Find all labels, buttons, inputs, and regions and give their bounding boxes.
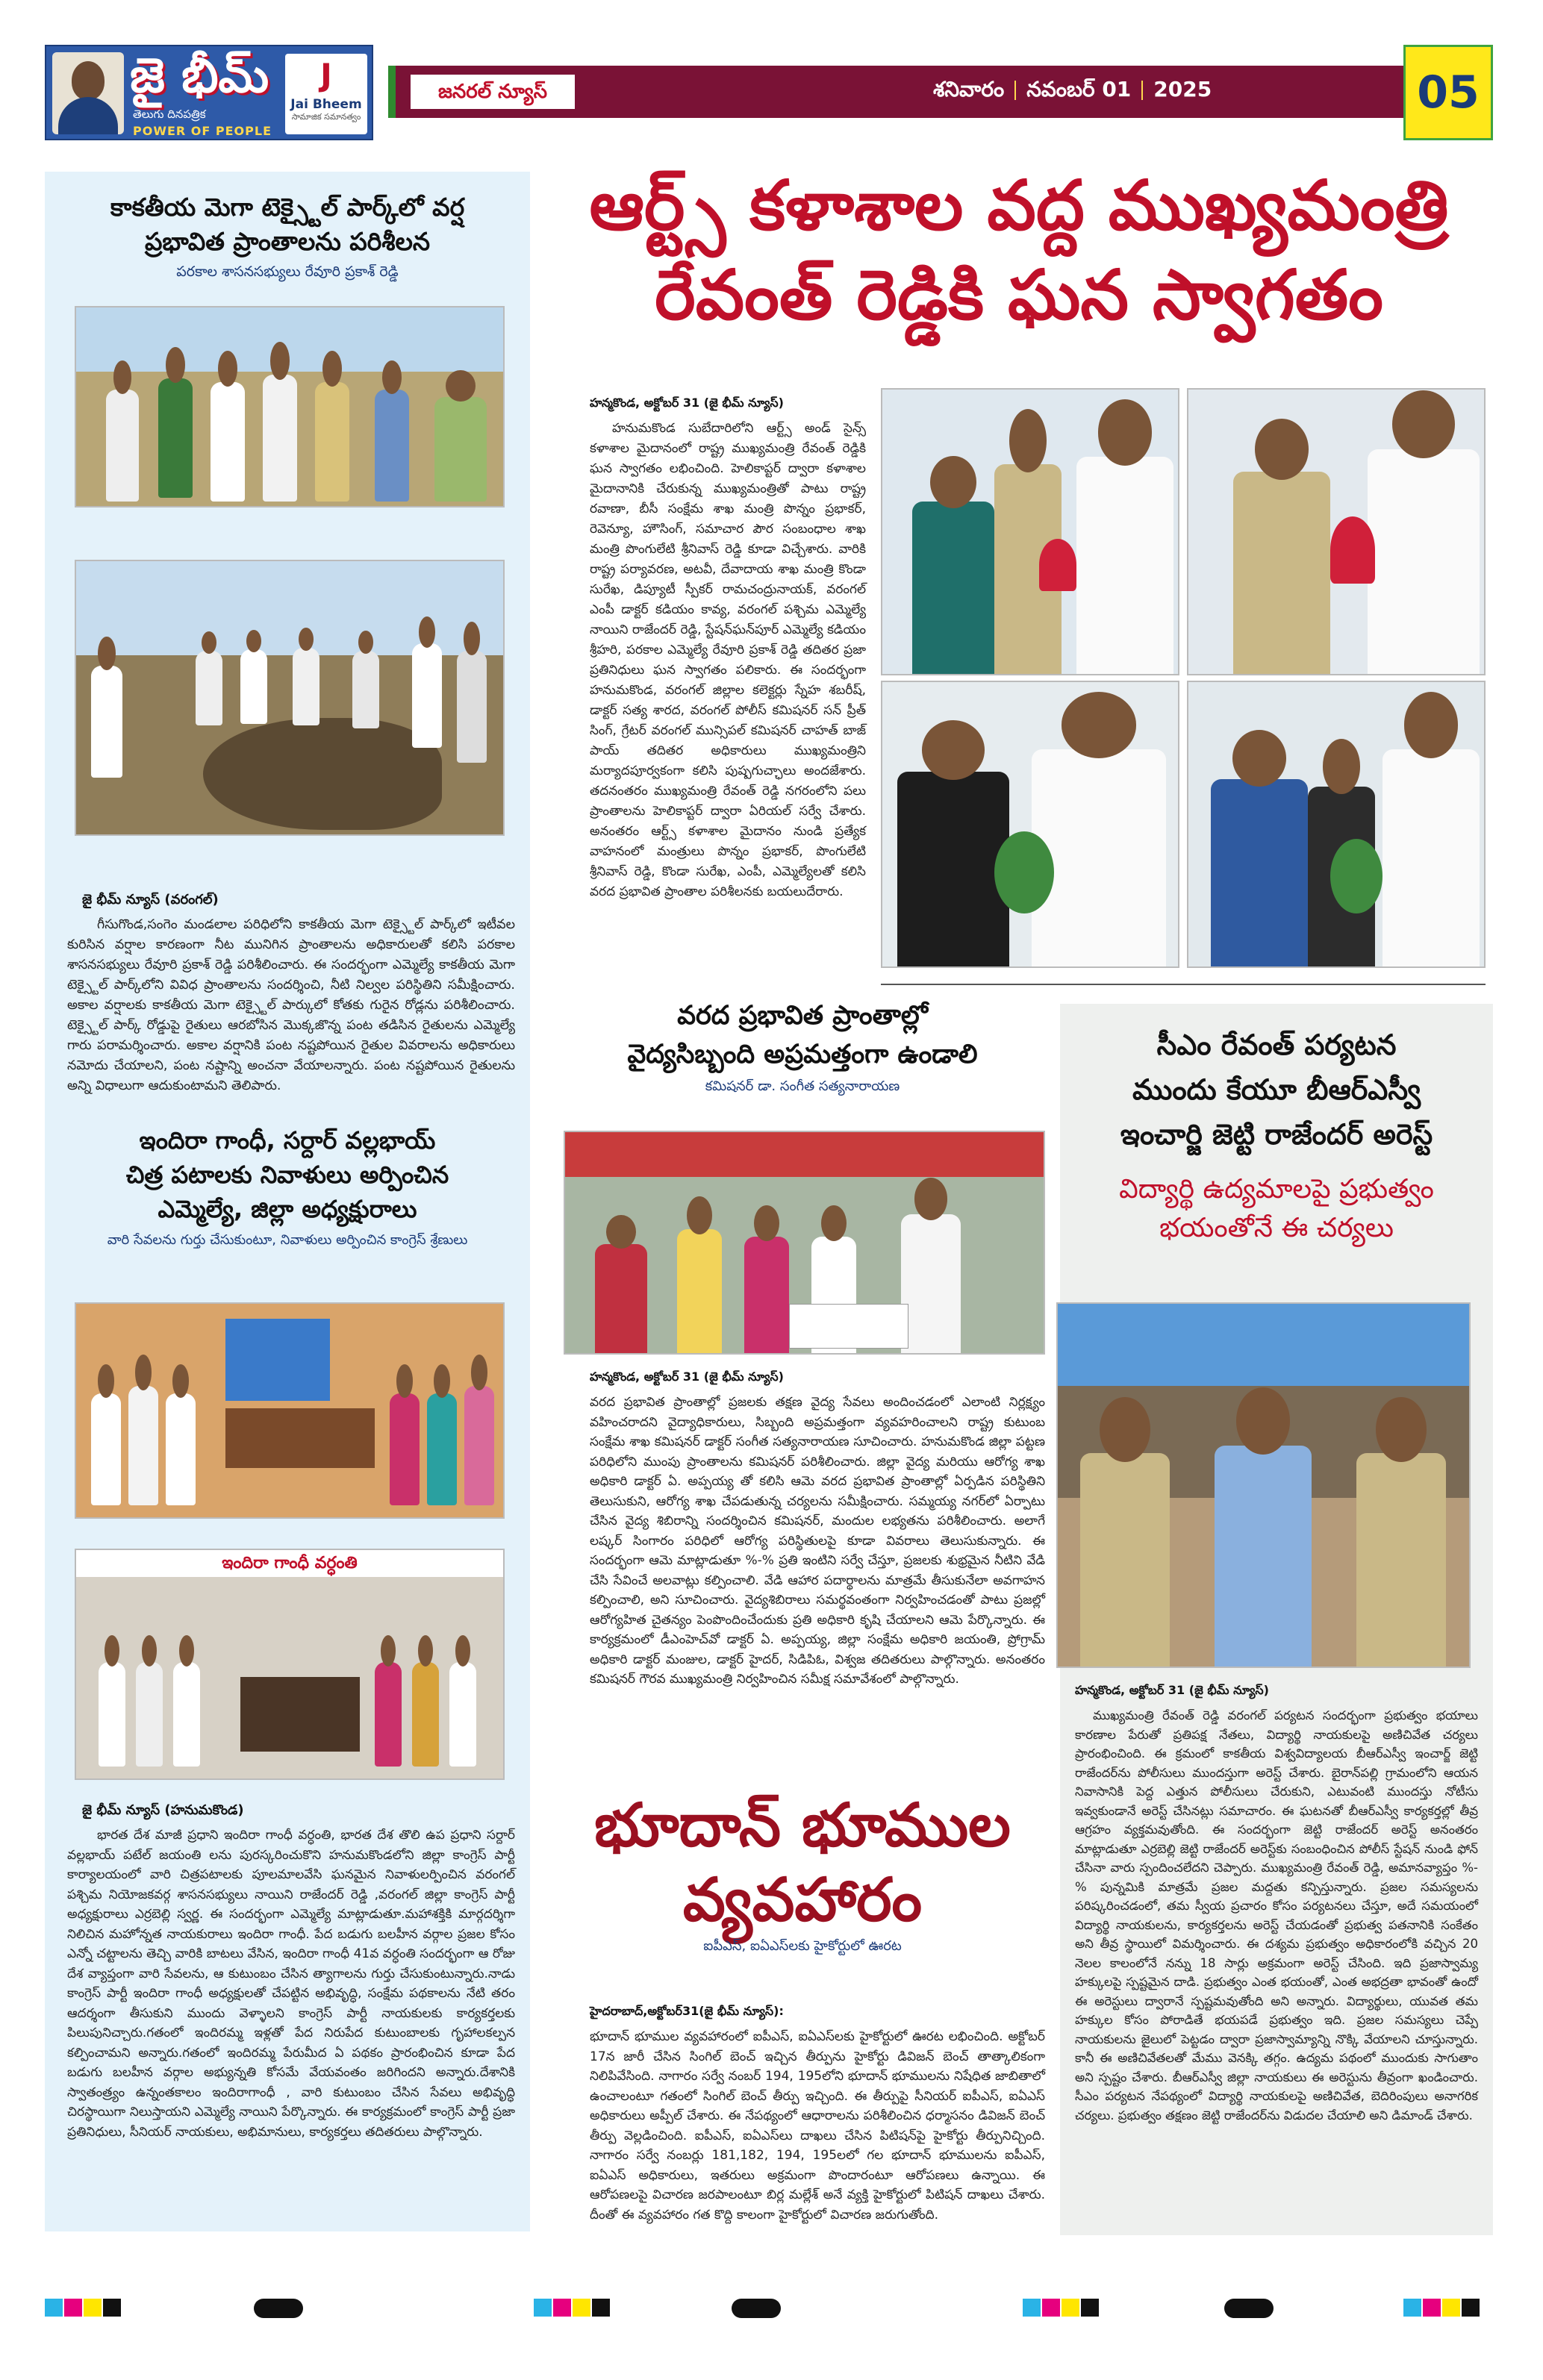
article-body: గీసుగొండ,సంగెం మండలాల పరిధిలోని కాకతీయ మెగా టెక్స్టైల్ పార్క్‌లో ఇటీవల కురిసిన వర్షాల కారణంగా నీట మునిగిన ప్రాంతాలను అధికారులతో కలిసి పరకాల శాసనసభ్యులు రేవూరి ప్రకాశ్ రెడ్డి పరిశీలించారు. ఈ సందర్భంగా ఎమ్మెల్యే కాకతీయ మెగా టెక్స్టైల్ పార్క్‌లోని వివిధ ప్రాంతాలను సందర్శించి, నీటి నిల్వల పరిస్థితిని సమీక్షించారు. అకాల వర్షాలకు కాకతీయ మెగా టెక్స్టైల్ పార్కులో కోతకు గురైన రోడ్లను పరిశీలించారు. టెక్స్టైల్ పార్క్ రోడ్డుపై రైతులు ఆరబోసిన మొక్కజొన్న పంట తడిసిన రైతులను ఎమ్మెల్యే గారు పరామర్శించారు. అకాల వర్షానికి పంట నష్టపోయిన రైతుల వివరాలను అధికారులు నమోదు చేయాలని, పంట నష్టాన్ని అంచనా వేయాలన్నారు. పంట నష్టపోయిన రైతులను అన్ని విధాలుగా ఆదుకుంటామని తెలిపారు. (67, 917, 515, 1093)
lead-story-headline (545, 160, 1493, 369)
photo-arrest (1056, 1302, 1471, 1668)
color-bar-left (45, 2299, 122, 2318)
story-bhoodan (552, 1787, 1053, 1989)
page-number: 05 (1403, 45, 1493, 140)
article-body: భూదాన్ భూముల వ్యవహారంలో ఐపీఎస్, ఐఏఎస్‌లకు హైకోర్టులో ఊరట లభించింది. అక్టోబర్ 17న జారీ చేసిన సింగిల్ బెంచ్ ఇచ్చిన తీర్పును హైకోర్టు డివిజన్ బెంచ్ తాత్కాలికంగా నిలిపివేసింది. నాగారం సర్వే నంబర్ 194, 195లోని భూదాన్ భూములను నిషేధిత జాబితాలో ఉంచాలంటూ గతంలో సింగిల్ బెంచ్ తీర్పు ఇచ్చింది. ఈ తీర్పుపై సీనియర్ ఐపీఎస్, ఐఏఎస్ అధికారులు అప్పీల్ చేశారు. ఈ నేపథ్యంలో ఆధారాలను పరిశీలించిన ధర్మాసనం డివిజన్ బెంచ్ తీర్పు వెల్లడించింది. ఐపీఎస్, ఐఏఎస్‌లు దాఖలు చేసిన పిటిషన్‌పై హైకోర్టు తీర్పునిచ్చింది. నాగారం సర్వే నంబర్లు 181,182, 194, 195లలో గల భూదాన్ భూములను ఐపీఎస్, ఐఏఎస్ అధికారులు, ఇతరులు అక్రమంగా పొందారంటూ ఆరోపణలు ఉన్నాయి. ఈ ఆరోపణలపై విచారణ జరపాలంటూ బిర్ల మల్లేశ్ అనే వ్యక్తి హైకోర్టులో పిటిషన్ దాఖలు చేశారు. దీంతో ఈ వ్యవహారం గత కొద్ది కాలంగా హైకోర్టులో విచారణ జరుగుతోంది. (590, 2029, 1045, 2223)
story-arrest-body (1075, 1683, 1478, 2235)
month: నవంబర్ (1026, 77, 1095, 101)
story-health-body (590, 1369, 1045, 1802)
photo-medical-camp (564, 1131, 1045, 1355)
section-label: జనరల్ న్యూస్ (411, 75, 575, 109)
dateline: హన్మకొండ, అక్టోబర్ 31 (జై భీమ్ న్యూస్) (590, 396, 784, 410)
year: 2025 (1153, 77, 1212, 101)
banner-text: ఇందిరా గాంధీ వర్ధంతి (76, 1550, 503, 1577)
headline: కాకతీయ మెగా టెక్స్టైల్ పార్క్‌లో వర్ష ప్రభావిత ప్రాంతాలను పరిశీలన (110, 193, 465, 256)
headline: భూదాన్ భూముల వ్యవహారం (594, 1790, 1011, 1934)
article-body: హనుమకొండ సుబేదారిలోని ఆర్ట్స్ అండ్ సైన్స్ కళాశాల మైదానంలో రాష్ట్ర ముఖ్యమంత్రి రేవంత్ రెడ్డికి ఘన స్వాగతం లభించింది. హెలికాప్టర్ ద్వారా కళాశాల మైదానానికి చేరుకున్న ముఖ్యమంత్రితో పాటు రాష్ట్ర రవాణా, బీసీ సంక్షేమ శాఖ మంత్రి పొన్నం ప్రభాకర్, రెవెన్యూ, హౌసింగ్, సమాచార పౌర సంబంధాల శాఖ మంత్రి పొంగులేటి శ్రీనివాస్ రెడ్డి కూడా విచ్చేశారు. వారికి రాష్ట్ర పర్యావరణ, అటవీ, దేవాదాయ శాఖ మంత్రి కొండా సురేఖ, డిప్యూటీ స్పీకర్ రామచంద్రునాయక్, వరంగల్ ఎంపీ డాక్టర్ కడియం కావ్య, వరంగల్ పశ్చిమ ఎమ్మెల్యే నాయిని రాజేందర్ రెడ్డి, స్టేషన్‌ఘన్‌పూర్ ఎమ్మెల్యే కడియం శ్రీహరి, పరకాల ఎమ్మెల్యే రేవూరి ప్రకాశ్ రెడ్డి తదితర ప్రజా ప్రతినిధులు ఘన స్వాగతం పలికారు. ఈ సందర్భంగా హనుమకొండ, వరంగల్ జిల్లాల కలెక్టర్లు స్నేహ శబరీష్, డాక్టర్ సత్య శారద, వరంగల్ పోలీస్ కమిషనర్ సన్ ప్రీత్ సింగ్, గ్రేటర్ వరంగల్ మున్సిపల్ కమిషనర్ చాహత్ బాజ్ పాయ్ తదితర అధికారులు ముఖ్యమంత్రిని మర్యాదపూర్వకంగా కలిసి పుష్పగుచ్ఛాలు అందజేశారు. తదనంతరం ముఖ్యమంత్రి రేవంత్ రెడ్డి నగరంలోని పలు ప్రాంతాలను హెలికాప్టర్ ద్వారా ఏరియల్ సర్వే చేశారు. అనంతరం ఆర్ట్స్ కళాశాల మైదానం నుండి ప్రత్యేక వాహనంలో మంత్రులు పొన్నం ప్రభాకర్, పొంగులేటి శ్రీనివాస్ రెడ్డి, కొండా సురేఖ, ఎంపీ, ఎమ్మెల్యేలతో కలిసి వరద ప్రభావిత ప్రాంతాల పరిశీలనకు బయలుదేరారు. (590, 421, 866, 899)
logo-name: Jai Bheem (290, 97, 362, 112)
photo-cm-welcome-3 (881, 681, 1179, 968)
story-textile-park-body (67, 892, 515, 1116)
weekday: శనివారం (933, 77, 1005, 101)
dateline: జై భీమ్ న్యూస్ (వరంగల్) (82, 892, 219, 908)
headline-line1: ఆర్ట్స్ కళాశాల వద్ద ముఖ్యమంత్రి (589, 165, 1449, 246)
article-body: భారత దేశ మాజీ ప్రధాని ఇందిరా గాంధీ వర్ధంతి, భారత దేశ తొలి ఉప ప్రధాని సర్దార్ వల్లభాయ్ పటేల్ జయంతి లను పురస్కరించుకొని హనుమకొండలోని జిల్లా కాంగ్రెస్ పార్టీ కార్యాలయంలో వారి చిత్రపటాలకు పూలమాలవేసి ఘనమైన నివాళులర్పించిన వరంగల్ పశ్చిమ నియోజకవర్గ శాసనసభ్యులు నాయిని రాజేందర్ రెడ్డి ,వరంగల్ జిల్లా కాంగ్రెస్ పార్టీ అధ్యక్షురాలు ఎర్రబెల్లి స్వర్ణ. ఈ సందర్భంగా ఎమ్మెల్యే మాట్లాడుతూ.మహాశక్తికి మార్గదర్శిగా నిలిచిన మహోన్నత నాయకురాలు ఇందిరా గాంధీ. పేద బడుగు బలహీన వర్గాల ప్రజల కోసం ఎన్నో చట్టాలను తెచ్చి వారికి బాటలు వేసిన, ఇందిరా గాంధీ 41వ వర్ధంతి సందర్భంగా ఆ రోజు దేశ వ్యాప్తంగా వారి సేవలను, ఆ కుటుంబం చేసిన త్యాగాలను గుర్తు చేసుకుంటున్నారు.నాడు కాంగ్రెస్ పార్టీ ఇందిరా గాంధీ అధ్యక్షులతో చేపట్టిన అభివృద్ధి, సంక్షేమ పథకాలను నేటి తరం ఆదర్శంగా తీసుకుని ముందు వెళ్ళాలని కాంగ్రెస్ పార్టీ నాయకులకు కార్యకర్తలకు పిలుపునిచ్చారు.గతంలో ఇందిరమ్మ ఇళ్లతో పేద నిరుపేద కుటుంబాలకు గృహాలకల్పన కల్పించామని అన్నారు.గతంలో ఇందిరమ్మ పేరుమీద ఏ పథకం ప్రారంభించిన కూడా పేద బడుగు బలహీన వర్గాల అభ్యున్నతి కోసమే వేయవంతం జరిగిందని అన్నారు.దేశానికి స్వాతంత్ర్యం ఉన్నంతకాలం ఇందిరాగాంధీ , వారి కుటుంబం చేసిన సేవలు అభివృద్ధి చిరస్థాయిగా నిలుస్తాయని ఎమ్మెల్యే నాయిని పేర్కొన్నారు. ఈ కార్యక్రమంలో కాంగ్రెస్ పార్టీ ప్రజా ప్రతినిధులు, సీనియర్ నాయకులు, అభిమానులు, కార్యకర్తలు తదితరులు పాల్గొన్నారు. (67, 1828, 515, 2140)
dateline: జై భీమ్ న్యూస్ (హనుమకొండ) (82, 1802, 244, 1818)
headline-line2: రేవంత్ రెడ్డికి ఘన స్వాగతం (655, 254, 1383, 335)
headline: వరద ప్రభావిత ప్రాంతాల్లో వైద్యసిబ్బంది అప్రమత్తంగా ఉండాలి (627, 1001, 978, 1069)
story-bhoodan-body (590, 2004, 1045, 2250)
issue-date (933, 77, 1212, 107)
section-band (388, 66, 1433, 118)
article-body: ముఖ్యమంత్రి రేవంత్ రెడ్డి వరంగల్ పర్యటన సందర్భంగా ప్రభుత్వం భయాలు కారణాల పేరుతో ప్రతిపక్ష నేతలు, విద్యార్థి నాయకులపై అణిచివేత చర్యలు ప్రారంభించింది. ఈ క్రమంలో కాకతీయ విశ్వవిద్యాలయ బీఆర్ఎస్వీ ఇంచార్జ్ జెట్టి రాజేందర్‌ను పోలీసులు ముందస్తుగా అరెస్ట్ చేశారు. బైరాన్‌పల్లి గ్రామంలోని ఆయన నివాసానికి పెద్ద ఎత్తున పోలీసులు చేరుకుని, ఎటువంటి ముందస్తు నోటీసు ఇవ్వకుండానే అరెస్ట్ చేసినట్లు సమాచారం. ఈ ఘటనతో బీఆర్ఎస్వీ కార్యకర్తల్లో తీవ్ర ఆగ్రహం వ్యక్తమవుతోంది. ఈ సందర్భంగా జెట్టి రాజేందర్ అరెస్ట్ అనంతరం మాట్లాడుతూ ఎర్రబెల్లి జెట్టి రాజేందర్ అరెస్ట్‌కు సంబంధించిన పోలీస్ స్టేషన్ నుండి ఫోన్ చేసినా వారు స్పందించలేదని చెప్పారు. ముఖ్యమంత్రి రేవంత్ రెడ్డి, అమానవ్యాప్తం %-% పున్నమికి మాత్రమే ప్రజల మద్దతు కన్పిస్తున్నారు. ప్రజల సమస్యలను పరిష్కరించడంలో, తమ స్వీయ ప్రచారం కోసం పర్యటనలు చేస్తూ, అదే సమయంలో విద్యార్థి నాయకులను, కార్యకర్తలను అరెస్ట్ చేయడంతో ప్రభుత్వ పతనానికి సంకేతం అని తీవ్ర స్థాయిలో విమర్శించారు. ఈ దశ్యమ ప్రభుత్వం అధికారంలోకి వచ్చిన 20 నెలల కాలంలోనే నన్ను 18 సార్లు అక్రమంగా అరెస్ట్ చేసింది. ఇది ప్రజాస్వామ్య హక్కులపై స్పష్టమైన దాడి. ప్రభుత్వం ఎంత భయంతో, ఎంత అభద్రతా భావంతో ఉందో ఈ అరెస్టులు ద్వారానే స్పష్టమవుతోంది అని అన్నారు. విద్యార్థులు, యువత తమ హక్కుల కోసం పోరాడితే భయపడే ప్రభుత్వం ఇది. ప్రజల సమస్యలు చెప్పే నాయకులను జైలులో పెట్టడం ద్వారా ప్రజాస్వామ్యాన్ని నొక్కి వేయాలని చూస్తున్నారు. కానీ ఈ అణిచివేతలతో మేము వెనక్కి తగ్గం. ఉద్యమ పథంలో ముందుకు సాగుతాం అని స్పష్టం చేశారు. బీఆర్ఎస్వీ జిల్లా నాయకులు ఈ అరెస్టును తీవ్రంగా ఖండించారు. సీఎం పర్యటన నేపథ్యంలో విద్యార్థి నాయకులపై అణిచివేత, బెదిరింపులు అనాగరిక చర్యలు. ప్రభుత్వం తక్షణం జెట్టి రాజేందర్‌ను విడుదల చేయాలి అని డిమాండ్ చేశారు. (1075, 1708, 1478, 2123)
photo-tribute-hall (75, 1549, 505, 1780)
article-body: వరద ప్రభావిత ప్రాంతాల్లో ప్రజలకు తక్షణ వైద్య సేవలు అందించడంలో ఎలాంటి నిర్లక్ష్యం వహించరాదని వైద్యాధికారులు, సిబ్బంది అప్రమత్తంగా వ్యవహరించాలని రాష్ట్ర కుటుంబ సంక్షేమ శాఖ కమిషనర్ డాక్టర్ సంగీత సత్యనారాయణ సూచించారు. హనుమకొండ జిల్లా పట్టణ పరిధిలోని ముంపు ప్రాంతాలను కమిషనర్ పరిశీలించారు. జిల్లా వైద్య మరియు ఆరోగ్య శాఖ అధికారి డాక్టర్ ఏ. అప్పయ్య తో కలిసి ఆమె వరద ప్రభావిత ప్రాంతాల్లో ఏర్పడిన పరిస్థితిని తెలుసుకుని, ఆరోగ్య శాఖ చేపడుతున్న చర్యలను సమీక్షించారు. సమ్మయ్య నగర్‌లో ఏర్పాటు చేసిన వైద్య శిబిరాన్ని సందర్శించిన కమిషనర్, మందుల లభ్యతను పరిశీలించారు. అలాగే లష్కర్ సింగారం పరిధిలో ఆరోగ్య పరిస్థితులపై కూడా వివరాలు తెలుసుకున్నారు. ఈ సందర్భంగా ఆమె మాట్లాడుతూ %-% ప్రతి ఇంటిని సర్వే చేస్తూ, ప్రజలకు శుభ్రమైన నీటిని వేడి చేసి సేవించే అలవాట్లు కల్పించాలి. వేడి ఆహార పదార్థాలను మాత్రమే తీసుకునేలా అవగాహన కల్పించాలి, అని సూచించారు. వైద్యశిబిరాలు సమర్థవంతంగా నిర్వహించడంతో పాటు ప్రజల్లో ఆరోగ్యహిత చైతన్యం పెంపొందించేందుకు ప్రతి అధికారి కృషి చేయాలని ఆమె పేర్కొన్నారు. ఈ కార్యక్రమంలో డీఎంహెచ్‌వో డాక్టర్ ఏ. అప్పయ్య, జిల్లా సంక్షేమ అధికారి జయంతి, ప్రోగ్రామ్ అధికారి డాక్టర్ మంజుల, డాక్టర్ హైదర్, సిడిపిఓ, విశ్వజ తదితరులు పాల్గొన్నారు. అనంతరం కమిషనర్ గౌరవ ముఖ్యమంత్రి నిర్వహించిన సమీక్ష సమావేశంలో పాల్గొన్నారు. (590, 1395, 1045, 1687)
subheadline: విద్యార్థి ఉద్యమాలపై ప్రభుత్వం భయంతోనే ఈ చర్యలు (1119, 1174, 1434, 1243)
photo-cm-welcome-1 (881, 388, 1179, 675)
photo-damaged-road (75, 560, 505, 836)
headline: సీఎం రేవంత్ పర్యటన ముందు కేయూ బీఆర్ఎస్వీ ఇంచార్జి జెట్టి రాజేందర్ అరెస్ట్ (1120, 1028, 1433, 1151)
reg-mark (732, 2299, 781, 2318)
page-header (45, 45, 1493, 142)
dateline: హైదరాబాద్,అక్టోబర్31(జై భీమ్ న్యూస్): (590, 2004, 784, 2018)
story-arrest (1067, 1022, 1486, 1284)
byline: పరకాల శాసనసభ్యులు రేవూరి ప్రకాశ్ రెడ్డి (176, 263, 399, 280)
color-bar-mid (534, 2299, 611, 2318)
photo-cm-welcome-2 (1187, 388, 1486, 675)
logo-tag: సామాజిక సమానత్వం (291, 112, 361, 122)
masthead (45, 45, 373, 140)
masthead-tagline: POWER OF PEOPLE (133, 124, 272, 138)
ambedkar-portrait (52, 52, 124, 134)
byline: కమిషనర్ డా. సంగీత సత్యనారాయణ (705, 1078, 900, 1094)
story-health (552, 996, 1053, 1123)
reg-mark (254, 2299, 303, 2318)
color-bar-mid2 (1023, 2299, 1100, 2318)
masthead-subtitle: తెలుగు దినపత్రిక (133, 107, 206, 121)
reg-mark (1224, 2299, 1274, 2318)
logo-mark: J (320, 57, 332, 93)
story-indira-gandhi-body (67, 1802, 515, 2220)
photo-field-inspection (75, 306, 505, 507)
jai-bheem-logo (285, 54, 367, 134)
photo-tribute-group (75, 1302, 505, 1519)
dateline: హన్మకొండ, అక్టోబర్ 31 (జై భీమ్ న్యూస్) (590, 1369, 784, 1384)
photo-cm-welcome-4 (1187, 681, 1486, 968)
day: 01 (1102, 77, 1132, 101)
story-indira-gandhi (52, 1123, 523, 1272)
divider (881, 984, 1486, 985)
color-bar-right (1403, 2299, 1481, 2318)
masthead-title: జై భీమ్ (130, 48, 269, 104)
byline: వారి సేవలను గుర్తు చేసుకుంటూ, నివాళులు అర్పించిన కాంగ్రెస్ శ్రేణులు (107, 1232, 468, 1248)
headline: ఇందిరా గాంధీ, సర్దార్ వల్లభాయ్ చిత్ర పటాలకు నివాళులు అర్పించిన ఎమ్మెల్యే, జిల్లా అధ్యక్షురాలు (125, 1126, 449, 1223)
lead-story-text (590, 396, 866, 963)
dateline: హన్మకొండ, అక్టోబర్ 31 (జై భీమ్ న్యూస్) (1075, 1683, 1269, 1697)
byline: ఐపీఎస్, ఐఏఎస్‌లకు హైకోర్టులో ఊరట (703, 1938, 902, 1954)
